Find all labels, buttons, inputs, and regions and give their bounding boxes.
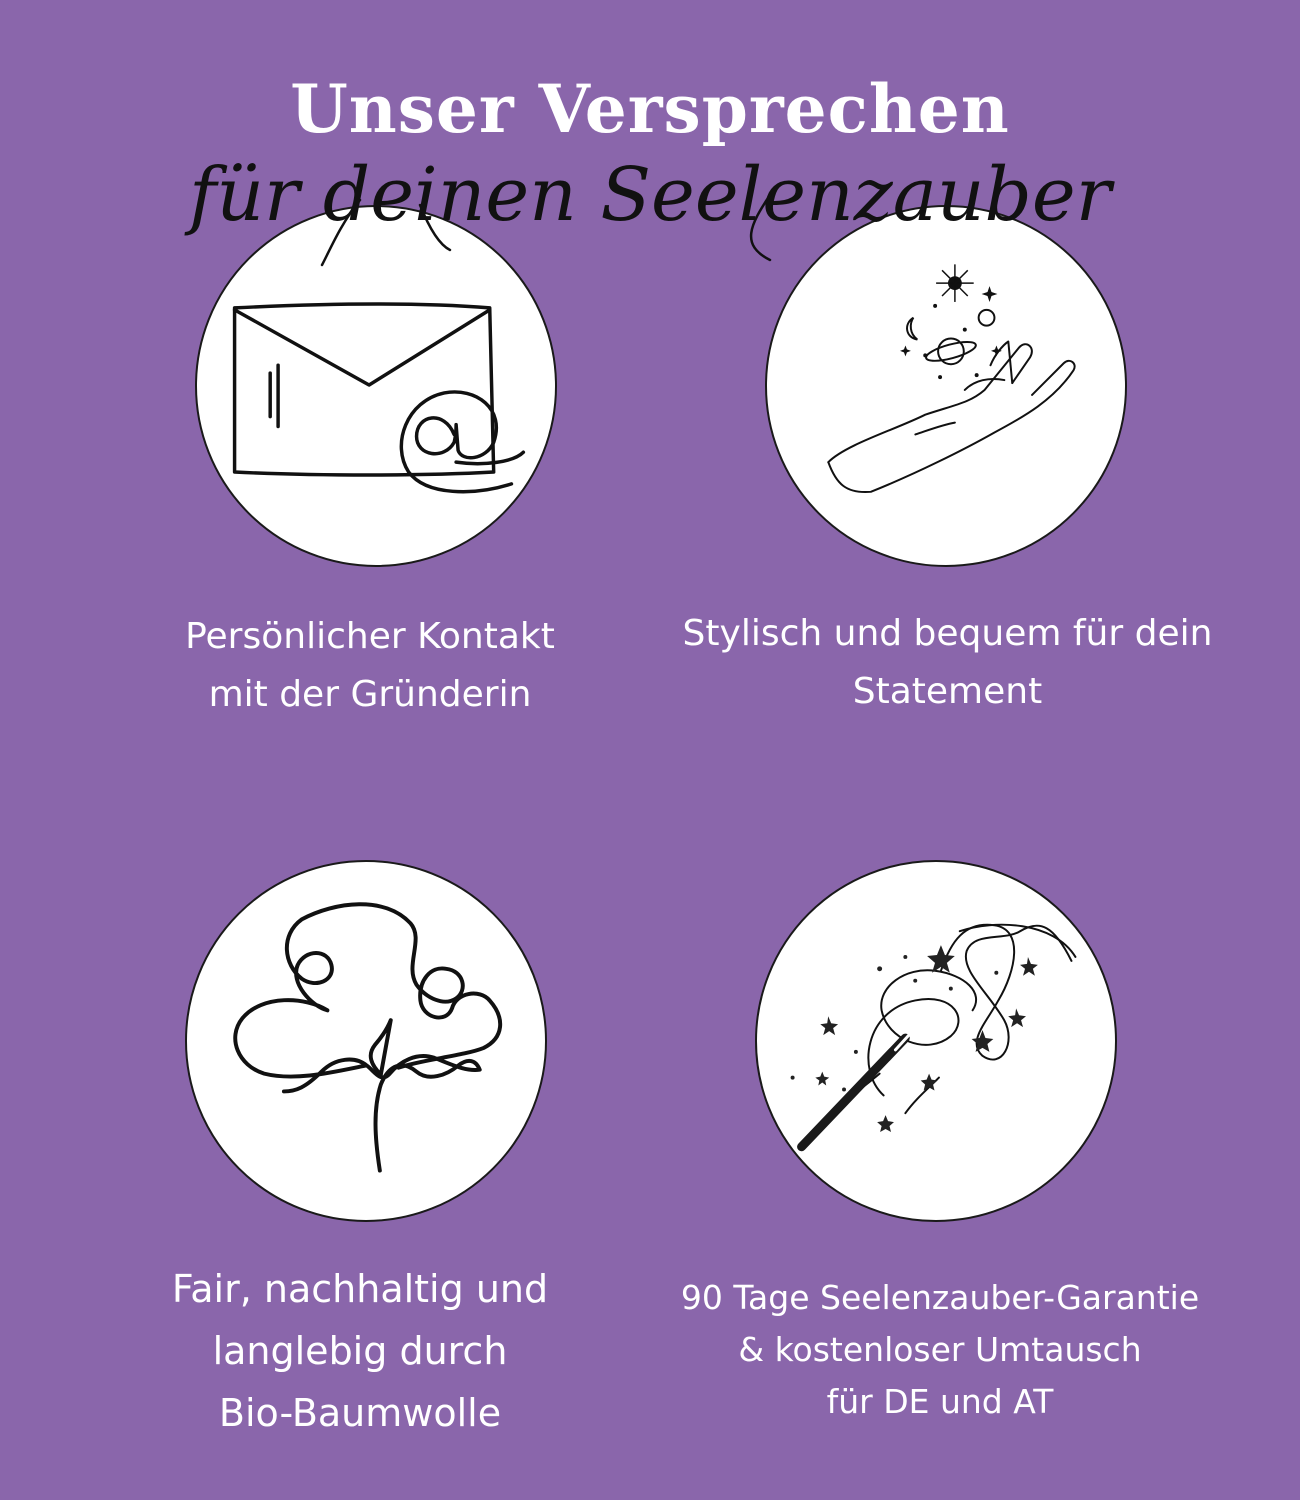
script-subtitle-text: für deinen Seelenzauber	[188, 152, 1112, 238]
caption-line: Statement	[852, 671, 1043, 712]
caption-line: Fair, nachhaltig und	[171, 1267, 549, 1311]
promise-caption-guarantee	[660, 1272, 1220, 1428]
promise-caption-style	[660, 605, 1235, 721]
cotton-flower-icon	[187, 862, 545, 1220]
promise-caption-contact	[110, 608, 630, 724]
caption-line: & kostenloser Umtausch	[738, 1330, 1142, 1369]
page-title: Unser Versprechen	[290, 70, 1010, 148]
caption-line: Bio-Baumwolle	[218, 1391, 502, 1435]
caption-line: mit der Gründerin	[208, 674, 532, 715]
cotton-icon-circle	[185, 860, 547, 1222]
caption-line: für DE und AT	[826, 1382, 1054, 1421]
caption-line: langlebig durch	[212, 1329, 508, 1373]
promise-caption-cotton	[110, 1258, 610, 1444]
caption-line: 90 Tage Seelenzauber-Garantie	[680, 1278, 1200, 1317]
script-subtitle	[188, 145, 1112, 275]
magic-wand-icon	[757, 862, 1115, 1220]
caption-line: Stylisch und bequem für dein	[682, 613, 1213, 654]
wand-icon-circle	[755, 860, 1117, 1222]
caption-line: Persönlicher Kontakt	[185, 616, 555, 657]
